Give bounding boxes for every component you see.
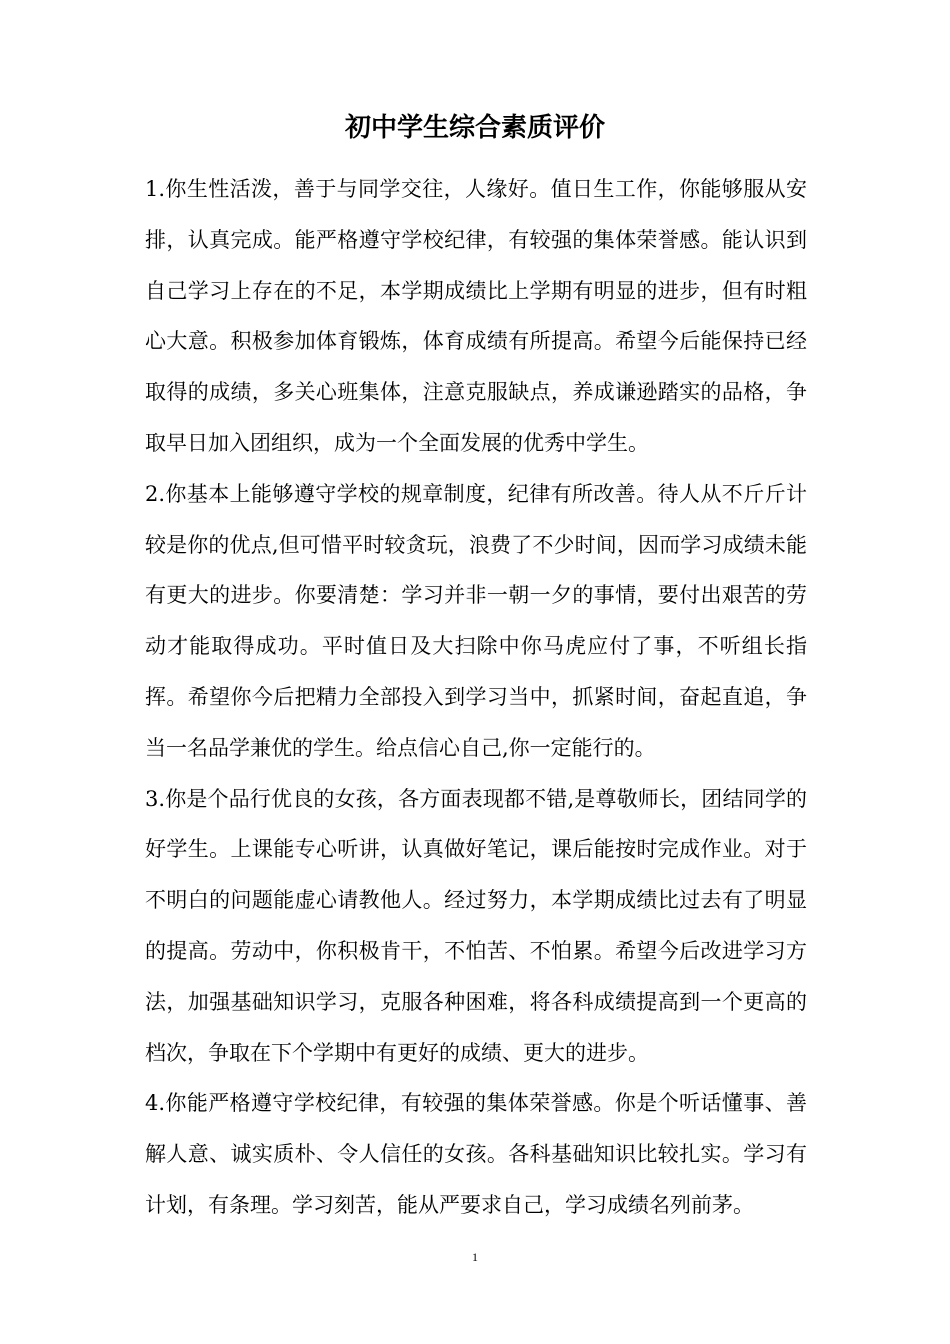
paragraph-3: 3.你是个品行优良的女孩，各方面表现都不错,是尊敬师长，团结同学的好学生。上课能专心听讲，认真做好笔记，课后能按时完成作业。对于不明白的问题能虚心请教他人。经过努力，本学期成绩比过去有了明显的提高。劳动中，你积极肯干，不怕苦、不怕累。希望今后改进学习方法，加强基础知识学习，克服各种困难，将各科成绩提高到一个更高的档次，争取在下个学期中有更好的成绩、更大的进步。 (145, 786, 807, 1065)
page-title: 初中学生综合素质评价 (344, 113, 605, 143)
paragraph-4: 4.你能严格遵守学校纪律，有较强的集体荣誉感。你是个听话懂事、善解人意、诚实质朴、令人信任的女孩。各科基础知识比较扎实。学习有计划，有条理。学习刻苦，能从严要求自己，学习成绩名列前茅。 (145, 1091, 807, 1217)
page-number: 1 (472, 1250, 478, 1264)
paragraph-2: 2.你基本上能够遵守学校的规章制度，纪律有所改善。待人从不斤斤计较是你的优点,但可惜平时较贪玩，浪费了不少时间，因而学习成绩未能有更大的进步。你要清楚：学习并非一朝一夕的事情，要付出艰苦的劳动才能取得成功。平时值日及大扫除中你马虎应付了事，不听组长指挥。希望你今后把精力全部投入到学习当中，抓紧时间，奋起直追，争当一名品学兼优的学生。给点信心自己,你一定能行的。 (145, 481, 807, 760)
document-body (145, 164, 807, 1231)
paragraph-1: 1.你生性活泼，善于与同学交往，人缘好。值日生工作，你能够服从安排，认真完成。能严格遵守学校纪律，有较强的集体荣誉感。能认识到自己学习上存在的不足，本学期成绩比上学期有明显的进步，但有时粗心大意。积极参加体育锻炼，体育成绩有所提高。希望今后能保持已经取得的成绩，多关心班集体，注意克服缺点，养成谦逊踏实的品格，争取早日加入团组织，成为一个全面发展的优秀中学生。 (145, 177, 807, 455)
